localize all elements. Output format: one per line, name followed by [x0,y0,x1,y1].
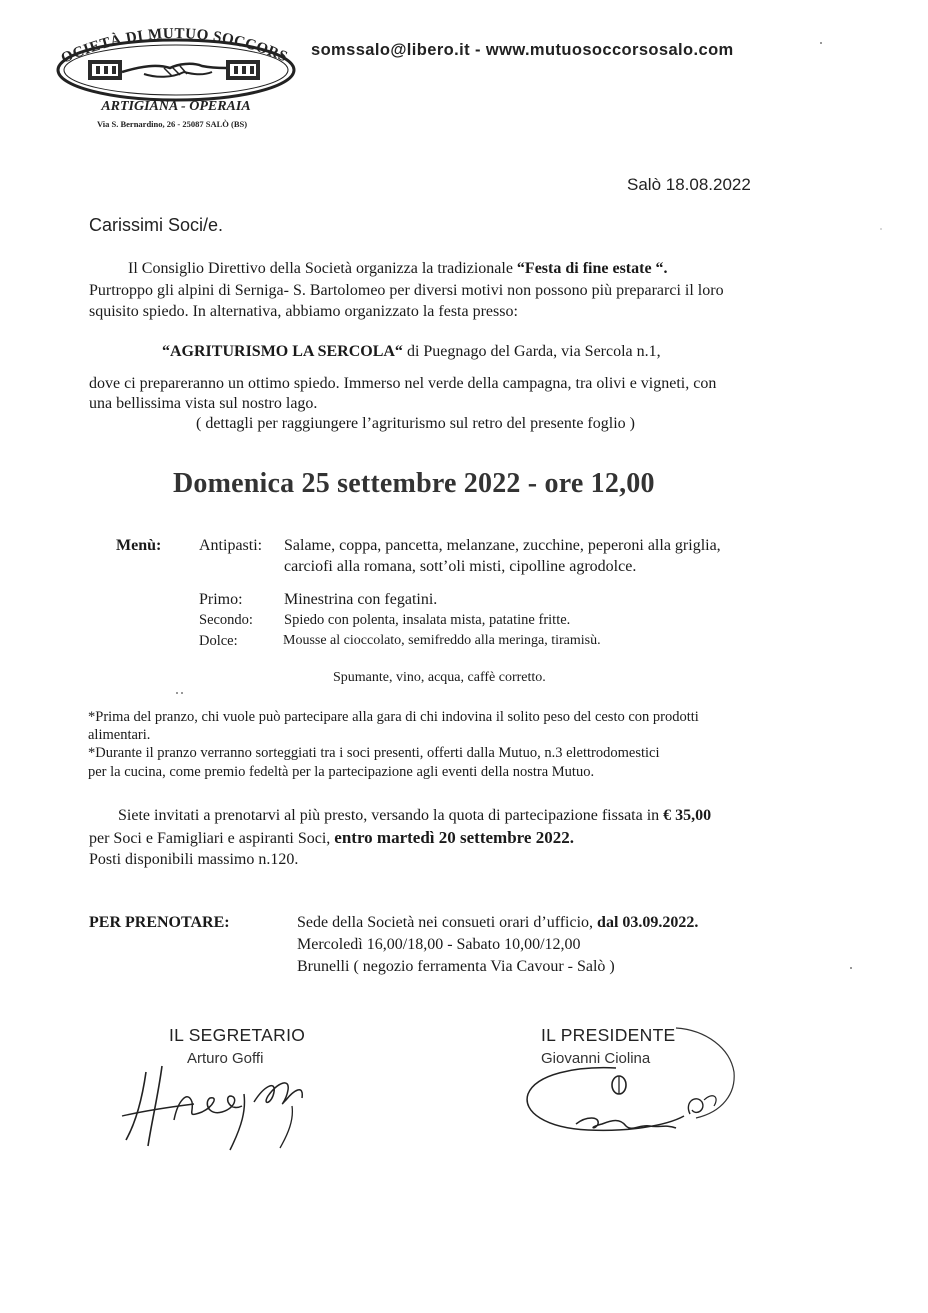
festa-name: “Festa di fine estate “. [516,260,668,277]
booking-line-2: Mercoledì 16,00/18,00 - Sabato 10,00/12,00 [297,936,581,953]
deadline: entro martedì 20 settembre 2022. [334,828,574,847]
invite-line-1 [118,806,711,825]
invite-line-2 [89,828,574,848]
intro-line-1 [128,259,668,278]
drinks-text: Spumante, vino, acqua, caffè corretto. [333,670,546,685]
letter-date: Salò 18.08.2022 [627,175,751,194]
note-1-line-1: *Prima del pranzo, chi vuole può partecipare alla gara di chi indovina il solito peso del cesto con prodotti [88,709,699,725]
antipasti-line-2: carciofi alla romana, sott’oli misti, cipolline agrodolce. [284,558,637,575]
greeting: Carissimi Soci/e. [89,215,224,235]
scan-speck [850,967,852,969]
booking-line-3: Brunelli ( negozio ferramenta Via Cavour - Salò ) [297,958,615,975]
fee-amount: € 35,00 [663,807,712,824]
primo-text: Minestrina con fegatini. [284,591,438,608]
logo-top-text: OCIETÀ DI MUTUO SOCCORS [58,25,290,67]
scan-speck [181,692,183,694]
dolce-text: Mousse al cioccolato, semifreddo alla meringa, tiramisù. [283,633,601,648]
logo-address: Via S. Bernardino, 26 - 25087 SALÒ (BS) [96,119,248,129]
scan-speck [880,228,882,230]
secretary-name: Arturo Goffi [187,1050,264,1067]
header-contact: somssalo@libero.it - www.mutuosoccorsosalo.com [311,41,734,59]
venue-desc-line-1: dove ci prepareranno un ottimo spiedo. Immerso nel verde della campagna, tra olivi e vigneti, con [89,375,717,392]
booking-line-1 [297,913,698,932]
venue-address: di Puegnago del Garda, via Sercola n.1, [402,343,661,360]
invite-line-1-text: Siete invitati a prenotarvi al più presto, versando la quota di partecipazione fissata in [118,807,664,824]
venue-desc-line-3: ( dettagli per raggiungere l’agriturismo sul retro del presente foglio ) [196,415,635,432]
scan-speck [176,692,178,694]
logo-emblem [52,22,300,134]
venue-name: “AGRITURISMO LA SERCOLA“ [162,343,403,360]
president-signature [516,1020,746,1150]
secretary-signature [118,1060,318,1160]
event-title: Domenica 25 settembre 2022 - ore 12,00 [173,468,655,499]
booking-line-1-text: Sede della Società nei consueti orari d’ufficio, [297,914,598,931]
note-2-line-2: per la cucina, come premio fedeltà per la partecipazione agli eventi della nostra Mutuo. [88,764,595,780]
menu-label: Menù: [116,537,162,554]
president-title: IL PRESIDENTE [541,1025,676,1045]
venue-desc-line-2: una bellissima vista sul nostro lago. [89,395,318,412]
note-2-line-1: *Durante il pranzo verranno sorteggiati tra i soci presenti, offerti dalla Mutuo, n.3 elettrodomestici [88,745,660,761]
intro-line-1-text: Il Consiglio Direttivo della Società organizza la tradizionale [128,260,517,277]
secretary-title: IL SEGRETARIO [169,1025,306,1045]
scan-speck [820,42,822,44]
venue-line [162,342,661,361]
secondo-text: Spiedo con polenta, insalata mista, patatine fritte. [284,612,571,628]
invite-line-2-text: per Soci e Famigliari e aspiranti Soci, [89,830,335,847]
society-logo [52,22,300,134]
logo-bottom-text: ARTIGIANA - OPERAIA [101,99,251,114]
president-name: Giovanni Ciolina [541,1050,651,1067]
intro-line-2: Purtroppo gli alpini di Serniga- S. Bartolomeo per diversi motivi non possono più prepararci il loro [89,282,724,299]
booking-start-date: dal 03.09.2022. [597,914,699,931]
note-1-line-2: alimentari. [88,727,151,743]
antipasti-label: Antipasti: [199,537,263,554]
invite-line-3: Posti disponibili massimo n.120. [89,851,299,868]
primo-label: Primo: [199,591,243,608]
secondo-label: Secondo: [199,612,253,628]
booking-label: PER PRENOTARE: [89,914,230,931]
intro-line-3: squisito spiedo. In alternativa, abbiamo organizzato la festa presso: [89,303,518,320]
dolce-label: Dolce: [199,633,238,649]
antipasti-line-1: Salame, coppa, pancetta, melanzane, zucchine, peperoni alla griglia, [284,537,721,554]
